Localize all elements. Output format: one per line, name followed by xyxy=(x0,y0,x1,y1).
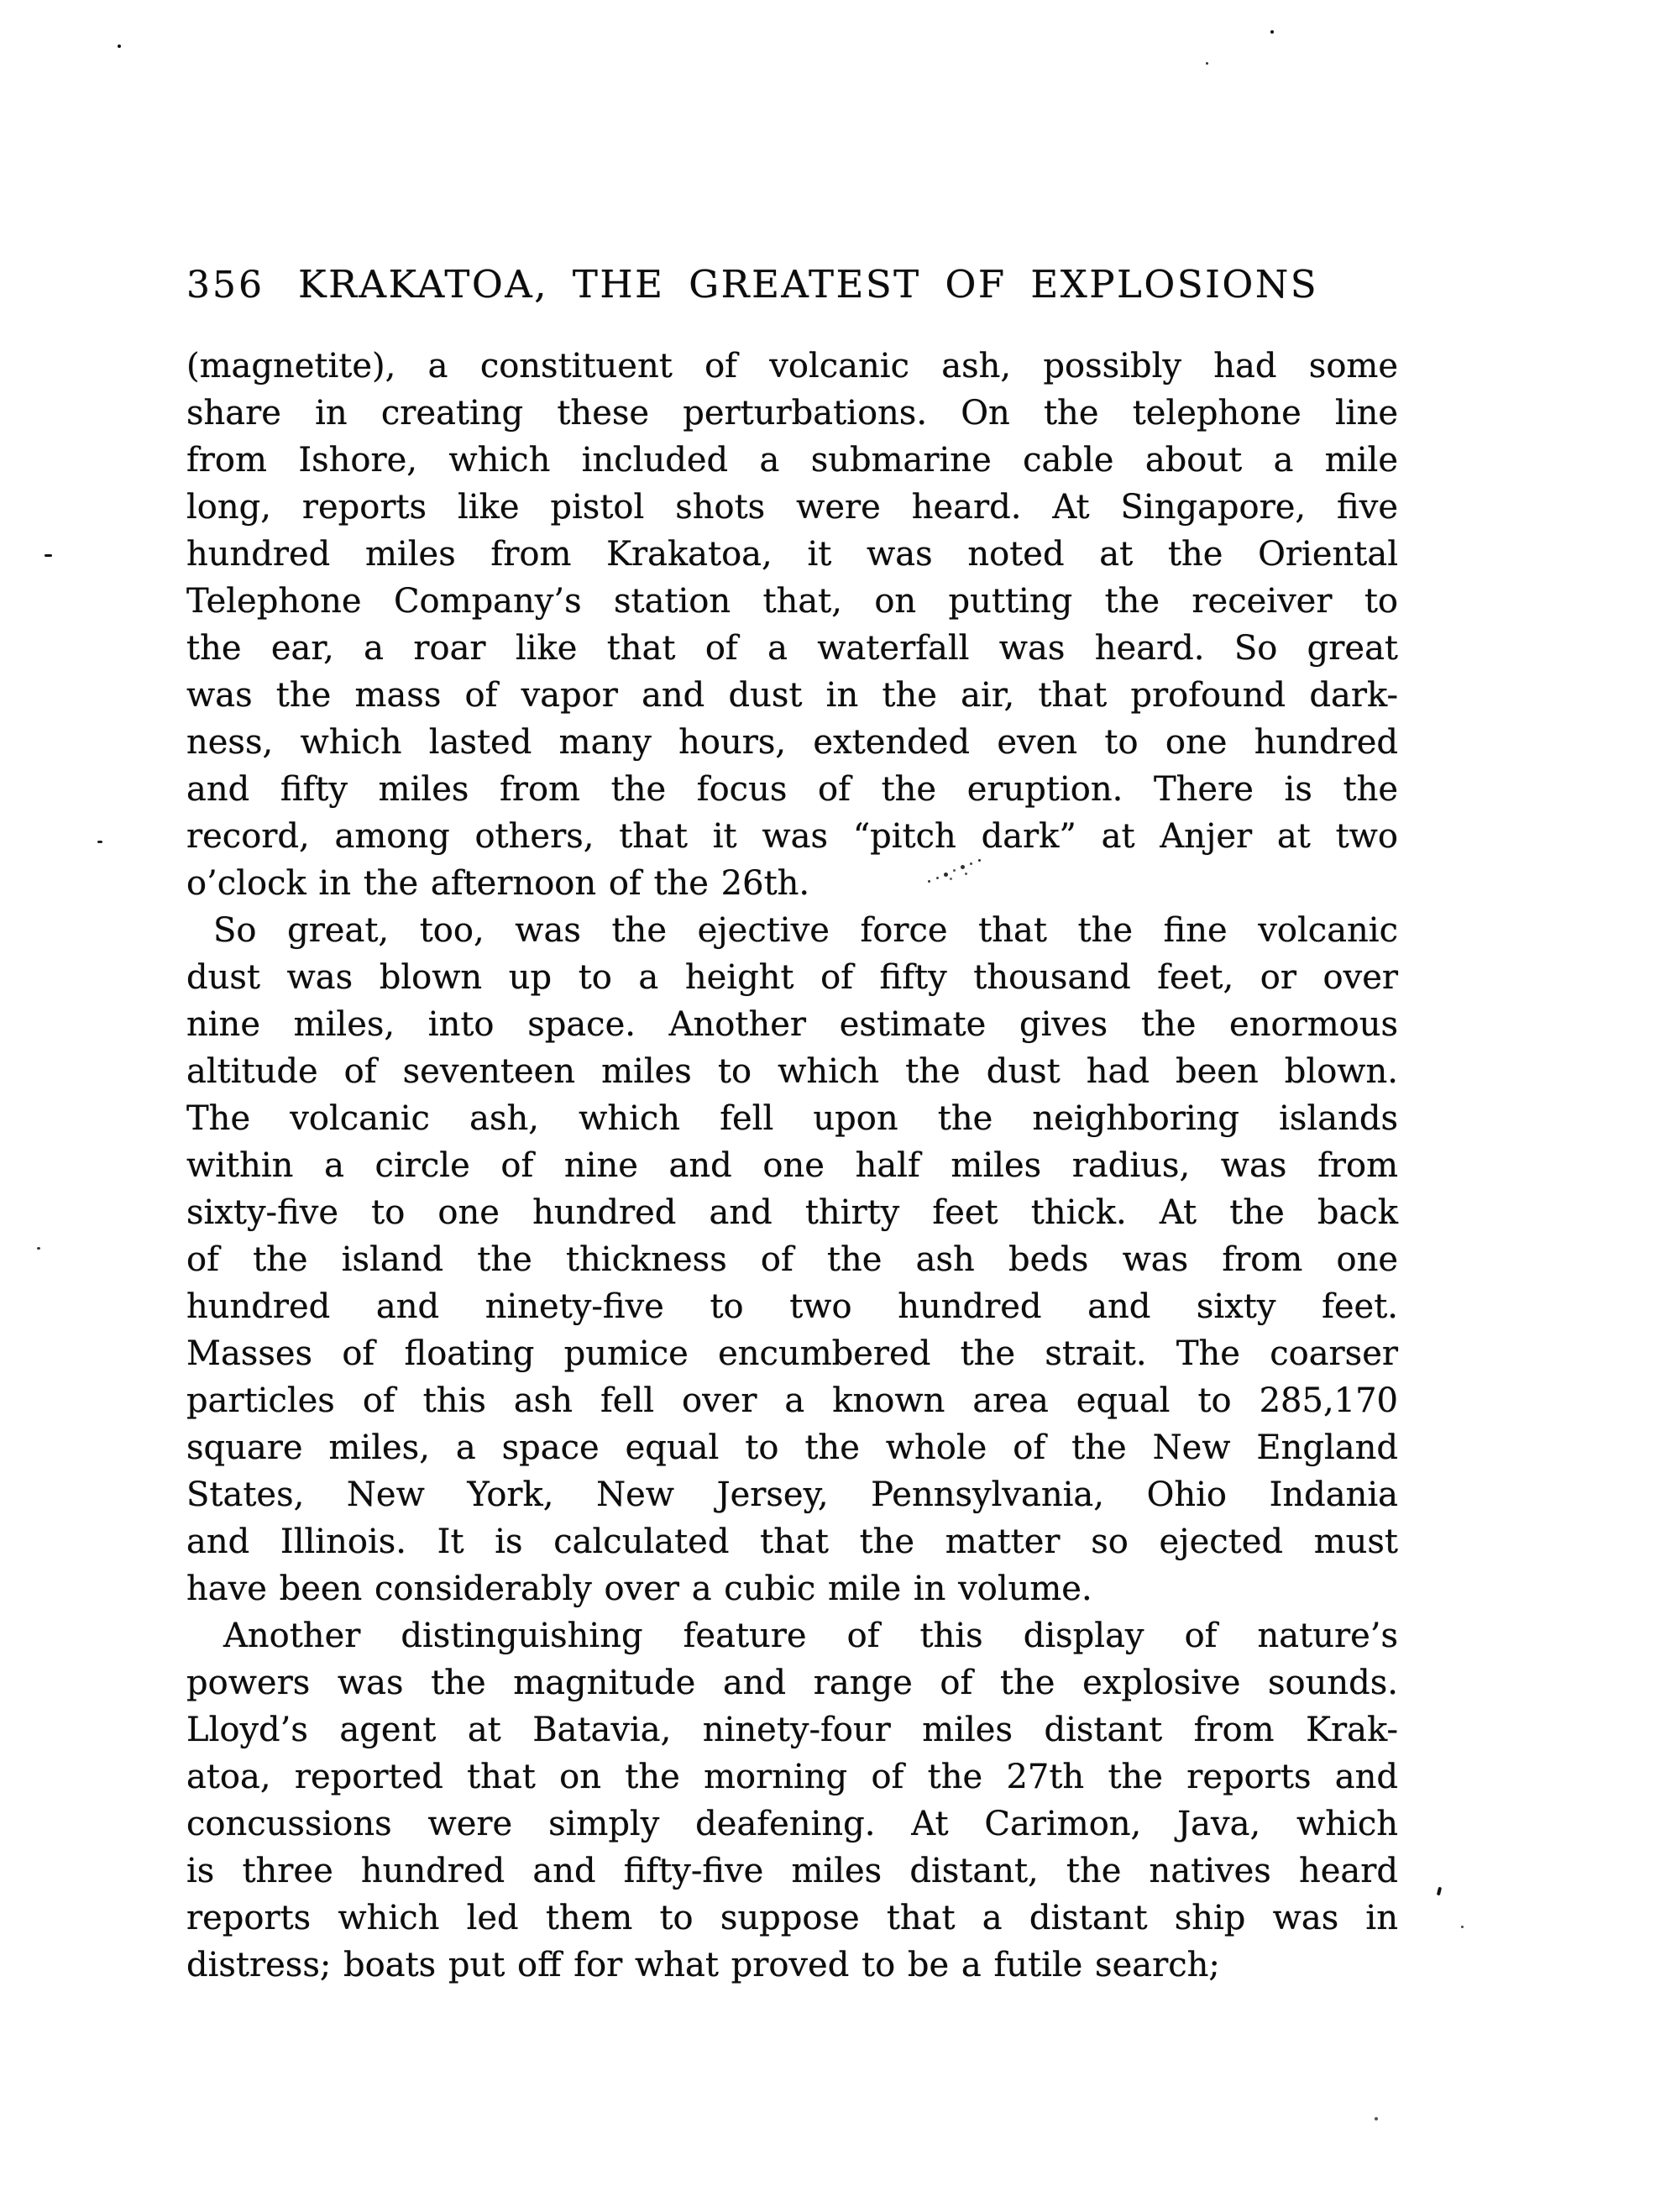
text-line: is three hundred and fifty-five miles distant, the natives heard xyxy=(186,1852,1398,1890)
text-line: hundred and ninety-five to two hundred and sixty feet. xyxy=(186,1287,1398,1326)
scan-smudge xyxy=(928,880,930,883)
text-line: (magnetite), a constituent of volcanic ash, possibly had some xyxy=(186,347,1398,385)
text-line: sixty-five to one hundred and thirty feet thick. At the back xyxy=(186,1193,1398,1232)
text-line: altitude of seventeen miles to which the dust had been blown. xyxy=(186,1052,1398,1091)
scan-speck xyxy=(1461,1926,1464,1928)
text-line: Lloyd’s agent at Batavia, ninety-four miles distant from Krak- xyxy=(186,1711,1398,1749)
page-header xyxy=(186,262,1318,307)
text-line: atoa, reported that on the morning of the 27th the reports and xyxy=(186,1758,1398,1796)
text-line: from Ishore, which included a submarine cable about a mile xyxy=(186,441,1398,480)
page-number: 356 xyxy=(186,264,264,307)
text-line: nine miles, into space. Another estimate gives the enormous xyxy=(186,1005,1398,1044)
text-line: have been considerably over a cubic mile in volume. xyxy=(186,1570,1092,1608)
text-line: long, reports like pistol shots were heard. At Singapore, five xyxy=(186,488,1398,527)
text-line: was the mass of vapor and dust in the air, that profound dark- xyxy=(186,676,1398,715)
text-line: the ear, a roar like that of a waterfall was heard. So great xyxy=(186,629,1398,668)
scan-speck xyxy=(1206,62,1208,65)
running-title: KRAKATOA, THE GREATEST OF EXPLOSIONS xyxy=(297,262,1319,307)
text-line: particles of this ash fell over a known area equal to 285,170 xyxy=(186,1381,1398,1420)
text-line: distress; boats put off for what proved to be a futile search; xyxy=(186,1946,1220,1984)
text-line: So great, too, was the ejective force that the fine volcanic xyxy=(213,911,1398,950)
text-line: ness, which lasted many hours, extended even to one hundred xyxy=(186,723,1398,762)
text-block xyxy=(186,343,1398,1989)
text-line: dust was blown up to a height of fifty thousand feet, or over xyxy=(186,958,1398,997)
text-line: within a circle of nine and one half miles radius, was from xyxy=(186,1146,1398,1185)
scan-speck xyxy=(1375,2117,1378,2120)
text-line: States, New York, New Jersey, Pennsylvania, Ohio Indania xyxy=(186,1476,1398,1514)
text-line: The volcanic ash, which fell upon the neighboring islands xyxy=(186,1099,1398,1138)
text-line: concussions were simply deafening. At Carimon, Java, which xyxy=(186,1805,1398,1843)
text-line: square miles, a space equal to the whole of the New England xyxy=(186,1428,1398,1467)
scan-speck xyxy=(118,45,121,48)
scan-speck xyxy=(97,841,102,843)
scan-speck xyxy=(45,554,52,557)
text-line: Another distinguishing feature of this display of nature’s xyxy=(223,1617,1398,1655)
text-line: of the island the thickness of the ash beds was from one xyxy=(186,1240,1398,1279)
text-line: Masses of floating pumice encumbered the strait. The coarser xyxy=(186,1334,1398,1373)
text-line: hundred miles from Krakatoa, it was noted at the Oriental xyxy=(186,535,1398,574)
text-line: powers was the magnitude and range of the explosive sounds. xyxy=(186,1664,1398,1702)
scan-speck xyxy=(37,1247,40,1250)
text-line: and fifty miles from the focus of the eruption. There is the xyxy=(186,770,1398,809)
text-line: o’clock in the afternoon of the 26th. xyxy=(186,864,810,903)
scan-speck xyxy=(1270,30,1274,34)
text-line: Telephone Company’s station that, on putting the receiver to xyxy=(186,582,1398,621)
text-line: reports which led them to suppose that a distant ship was in xyxy=(186,1899,1398,1937)
text-line: share in creating these perturbations. On the telephone line xyxy=(186,394,1398,432)
text-line: record, among others, that it was “pitch dark” at Anjer at two xyxy=(186,817,1398,856)
text-line: and Illinois. It is calculated that the matter so ejected must xyxy=(186,1523,1398,1561)
scan-speck xyxy=(1437,1887,1442,1896)
